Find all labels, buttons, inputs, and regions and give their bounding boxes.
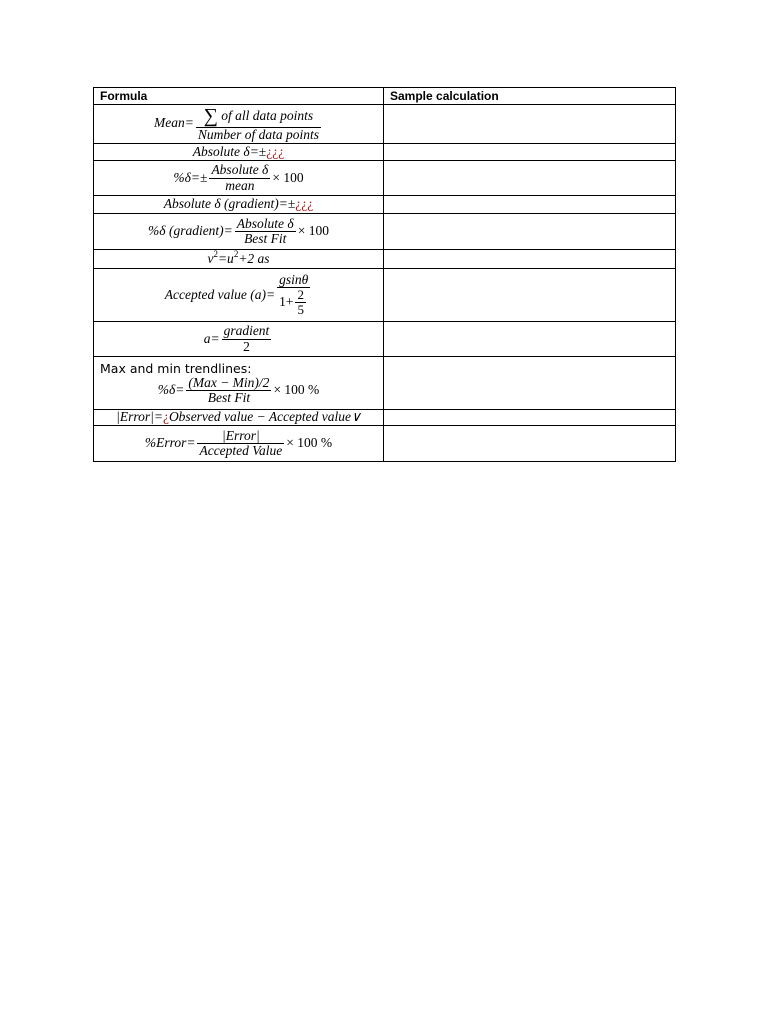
pct-delta-lhs: %δ=± [173,169,208,185]
formula-mean [94,105,384,144]
sample-calculation-cell[interactable] [384,322,676,357]
accepted-value-denominator [277,288,310,316]
table-row [94,250,676,269]
sample-calculation-cell[interactable] [384,410,676,426]
accepted-value-inner-fraction [295,288,306,316]
pct-delta-gradient-numerator: Absolute δ [236,215,294,231]
kin-eq-u: =u [217,250,234,266]
formula-percent-delta [94,161,384,196]
max-min-fraction [186,376,271,405]
sample-calculation-cell[interactable] [384,161,676,196]
pct-delta-gradient-lhs: %δ (gradient)= [148,223,233,239]
kin-v-exp: 2 [213,248,218,259]
error-rhs: Observed value − Accepted value∨ [168,409,361,425]
header-sample-calculation: Sample calculation [384,88,676,105]
table-row [94,322,676,357]
mean-fraction [196,106,321,142]
pct-error-numerator: |Error| [197,429,284,444]
sample-calculation-cell[interactable] [384,426,676,462]
accepted-value-den-prefix: 1+ [279,294,294,310]
mean-numerator: of all data points [221,107,314,123]
sample-calculation-cell[interactable] [384,144,676,161]
table-row [94,144,676,161]
sample-calculation-cell[interactable] [384,357,676,410]
pct-delta-denominator: mean [225,177,255,193]
formula-absolute-delta-gradient [94,196,384,214]
a-gradient-numerator: gradient [223,323,270,339]
table-header-row [94,88,676,105]
table-row [94,196,676,214]
table-row [94,410,676,426]
formula-max-min-trendlines [94,357,384,410]
pct-error-denominator: Accepted Value [199,443,283,458]
pct-error-lhs: %Error= [144,435,196,451]
accepted-value-lhs: Accepted value (a)= [164,286,276,302]
kin-u-exp: 2 [233,248,239,259]
pct-delta-gradient-rhs: × 100 [297,223,329,239]
a-gradient-lhs: a= [203,330,220,346]
formula-absolute-delta [94,144,384,161]
max-min-numerator: (Max − Min)/2 [188,374,270,390]
sample-calculation-cell[interactable] [384,269,676,322]
table-row [94,214,676,250]
table-row [94,161,676,196]
formula-table [93,87,676,462]
sample-calculation-cell[interactable] [384,105,676,144]
formula-kinematics [94,250,384,269]
formula-a-gradient [94,322,384,357]
mean-denominator: Number of data points [197,126,319,142]
inner-denominator: 5 [297,302,304,318]
pct-delta-gradient-denominator: Best Fit [244,231,287,246]
error-lhs: |Error|= [116,409,163,425]
sample-calculation-cell[interactable] [384,250,676,269]
accepted-value-numerator: gsinθ [279,272,309,288]
kin-v: v [207,250,214,266]
inner-numerator: 2 [297,287,304,303]
max-min-note: Max and min trendlines: [100,360,252,376]
max-min-denominator: Best Fit [207,390,251,405]
error-placeholder: ¿ [162,409,169,425]
pct-error-rhs: × 100 % [286,435,333,451]
pct-delta-gradient-fraction [235,217,296,246]
table-row [94,357,676,410]
header-formula: Formula [94,88,384,105]
max-min-lhs: %δ= [157,382,185,398]
mean-lhs: Mean= [154,115,194,131]
abs-delta-gradient-placeholder: ¿¿¿ [295,196,314,212]
formula-percent-delta-gradient [94,214,384,250]
a-gradient-denominator: 2 [243,338,250,354]
pct-error-fraction [197,429,284,458]
table-row [94,426,676,462]
pct-delta-fraction [209,163,270,192]
sample-calculation-cell[interactable] [384,214,676,250]
max-min-rhs: × 100 % [273,382,320,398]
a-gradient-fraction [222,324,272,353]
table-row [94,105,676,144]
sum-symbol: ∑ [203,104,218,127]
formula-percent-error [94,426,384,462]
table-row [94,269,676,322]
kin-tail: +2 as [238,250,270,266]
sample-calculation-cell[interactable] [384,196,676,214]
accepted-value-fraction [277,273,310,316]
formula-absolute-error [94,410,384,426]
abs-delta-gradient-text: Absolute δ (gradient)=± [163,196,296,212]
abs-delta-text: Absolute δ=± [192,143,267,159]
pct-delta-rhs: × 100 [272,169,304,185]
pct-delta-numerator: Absolute δ [211,162,269,178]
formula-accepted-value [94,269,384,322]
abs-delta-placeholder: ¿¿¿ [266,143,285,159]
